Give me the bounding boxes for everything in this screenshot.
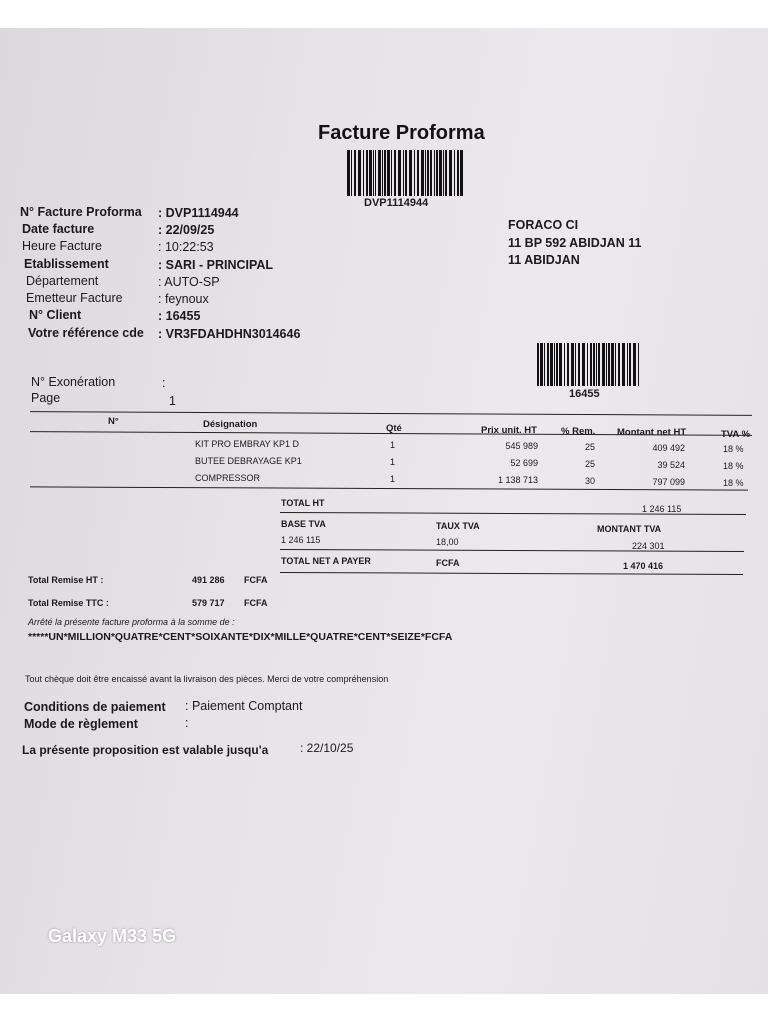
header-field-label: N° Facture Proforma <box>20 205 142 219</box>
header-field-label: Heure Facture <box>22 239 102 253</box>
client-name: FORACO CI <box>508 218 579 232</box>
barcode-bar <box>454 150 455 196</box>
header-field-value: : VR3FDAHDHN3014646 <box>158 327 301 341</box>
barcode-bar <box>571 343 574 386</box>
barcode-bar <box>358 150 361 196</box>
invoice-barcode <box>347 150 465 196</box>
barcode-bar <box>638 343 639 386</box>
barcode-bar <box>398 150 401 196</box>
header-field-value: : 22/09/25 <box>158 223 215 237</box>
exoneration-label: N° Exonération <box>31 375 116 389</box>
cell-qte: 1 <box>390 474 396 484</box>
barcode-bar <box>587 343 588 386</box>
cell-remise: 30 <box>584 476 595 486</box>
col-header-montant: Montant net HT <box>617 427 687 438</box>
arrete-text: Arrêté la présente facture proforma à la somme de : <box>28 617 235 627</box>
barcode-bar <box>457 150 459 196</box>
client-address-line1: 11 BP 592 ABIDJAN 11 <box>508 236 642 250</box>
barcode-bar <box>436 150 438 196</box>
barcode-bar <box>559 343 562 386</box>
taux-tva-value: 18,00 <box>436 537 459 547</box>
cell-designation: KIT PRO EMBRAY KP1 D <box>195 439 300 449</box>
barcode-bar <box>403 150 404 196</box>
header-field-label: Etablissement <box>24 257 109 271</box>
barcode-bar <box>540 343 543 386</box>
barcode-bar <box>373 150 374 196</box>
validity-value: : 22/10/25 <box>300 741 354 755</box>
barcode-bar <box>430 150 433 196</box>
barcode-bar <box>554 343 555 386</box>
cell-tva: 18 % <box>723 461 744 471</box>
cell-montant: 409 492 <box>652 443 685 453</box>
cell-montant: 39 524 <box>657 460 685 470</box>
barcode-bar <box>384 150 386 196</box>
barcode-bar <box>547 343 549 386</box>
remise-label: Total Remise HT : <box>28 575 104 585</box>
header-field-value: : AUTO-SP <box>158 275 220 289</box>
barcode-bar <box>556 343 558 386</box>
total-ht-value: 1 246 115 <box>642 504 682 514</box>
header-field-label: N° Client <box>29 308 82 322</box>
barcode-bar <box>417 150 419 196</box>
client-barcode <box>537 343 641 386</box>
barcode-bar <box>363 150 364 196</box>
remise-label: Total Remise TTC : <box>28 598 109 608</box>
barcode-bar <box>575 343 576 386</box>
barcode-bar <box>414 150 415 196</box>
conditions-label: Conditions de paiement <box>24 700 166 714</box>
barcode-bar <box>443 150 444 196</box>
barcode-bar <box>378 150 381 196</box>
barcode-bar <box>369 150 372 196</box>
header-field-value: : SARI - PRINCIPAL <box>158 258 274 272</box>
cell-designation: BUTEE DEBRAYAGE KP1 <box>195 456 302 466</box>
base-tva-value: 1 246 115 <box>281 535 321 545</box>
barcode-bar <box>382 150 383 196</box>
barcode-bar <box>578 343 580 386</box>
cell-tva: 18 % <box>723 478 744 488</box>
barcode-bar <box>421 150 424 196</box>
cell-qte: 1 <box>390 440 396 450</box>
barcode-bar <box>354 150 356 196</box>
client-barcode-number: 16455 <box>569 388 600 400</box>
montant-tva-label: MONTANT TVA <box>597 524 662 534</box>
barcode-bar <box>606 343 607 386</box>
remise-currency: FCFA <box>244 598 268 608</box>
barcode-bar <box>425 150 426 196</box>
barcode-bar <box>598 343 600 386</box>
header-field-label: Emetteur Facture <box>26 291 123 305</box>
remise-value: 491 286 <box>192 575 225 585</box>
mode-label: Mode de règlement <box>24 717 138 731</box>
col-header-qte: Qté <box>386 423 402 434</box>
barcode-bar <box>582 343 585 386</box>
barcode-bar <box>608 343 610 386</box>
barcode-bar <box>434 150 435 196</box>
cell-prix: 1 138 713 <box>497 475 538 485</box>
amount-in-words: *****UN*MILLION*QUATRE*CENT*SOIXANTE*DIX*MILLE*QUATRE*CENT*SEIZE*FCFA <box>28 631 453 643</box>
barcode-bar <box>611 343 614 386</box>
taux-tva-label: TAUX TVA <box>436 521 480 531</box>
header-field-label: Date facture <box>22 222 95 236</box>
barcode-bar <box>439 150 442 196</box>
page-number: 1 <box>169 394 176 408</box>
col-header-prix: Prix unit. HT <box>481 425 537 436</box>
cell-designation: COMPRESSOR <box>195 473 261 483</box>
barcode-bar <box>544 343 545 386</box>
validity-label: La présente proposition est valable jusqu'a <box>22 743 269 757</box>
net-value: 1 470 416 <box>623 561 664 571</box>
barcode-bar <box>550 343 553 386</box>
cell-montant: 797 099 <box>652 477 685 487</box>
barcode-bar <box>596 343 597 386</box>
barcode-bar <box>409 150 412 196</box>
barcode-bar <box>590 343 592 386</box>
base-tva-label: BASE TVA <box>281 519 326 529</box>
device-watermark: Galaxy M33 5G <box>48 926 177 946</box>
montant-tva-value: 224 301 <box>632 541 665 551</box>
cell-prix: 545 989 <box>505 441 538 451</box>
barcode-bar <box>602 343 605 386</box>
barcode-bar <box>460 150 463 196</box>
header-field-value: : DVP1114944 <box>158 206 239 220</box>
col-header-remise: % Rem. <box>561 426 596 437</box>
barcode-bar <box>633 343 636 386</box>
barcode-bar <box>615 343 616 386</box>
col-header-designation: Désignation <box>203 419 258 430</box>
client-address-line2: 11 ABIDJAN <box>508 253 580 267</box>
cell-prix: 52 699 <box>510 458 538 468</box>
exoneration-value: : <box>162 376 166 390</box>
header-field-value: : 10:22:53 <box>158 240 214 254</box>
barcode-bar <box>405 150 407 196</box>
barcode-bar <box>618 343 620 386</box>
barcode-bar <box>366 150 368 196</box>
header-field-value: : 16455 <box>158 309 201 323</box>
barcode-bar <box>564 343 565 386</box>
barcode-bar <box>347 150 350 196</box>
barcode-bar <box>537 343 539 386</box>
barcode-bar <box>375 150 377 196</box>
header-field-label: Votre référence cde <box>28 326 144 340</box>
barcode-bar <box>622 343 625 386</box>
barcode-bar <box>445 150 447 196</box>
barcode-bar <box>387 150 390 196</box>
page-label: Page <box>31 391 61 405</box>
net-label: TOTAL NET A PAYER <box>281 556 371 566</box>
invoice-barcode-number: DVP1114944 <box>364 197 429 209</box>
cell-remise: 25 <box>584 442 595 452</box>
conditions-value: : Paiement Comptant <box>185 699 303 713</box>
barcode-bar <box>593 343 596 386</box>
mode-value: : <box>185 716 189 730</box>
cell-qte: 1 <box>390 457 396 467</box>
remise-currency: FCFA <box>244 575 268 585</box>
barcode-bar <box>351 150 352 196</box>
header-field-value: : feynoux <box>158 292 209 306</box>
barcode-bar <box>394 150 396 196</box>
barcode-bar <box>629 343 631 386</box>
col-header-tva: TVA % <box>721 429 751 440</box>
barcode-bar <box>449 150 452 196</box>
barcode-bar <box>567 343 569 386</box>
cheque-note: Tout chèque doit être encaissé avant la livraison des pièces. Merci de votre compréhension <box>25 674 389 684</box>
barcode-bar <box>627 343 628 386</box>
total-ht-label: TOTAL HT <box>281 498 325 508</box>
col-header-num: N° <box>108 416 119 427</box>
cell-tva: 18 % <box>723 444 744 454</box>
barcode-bar <box>427 150 429 196</box>
header-field-label: Département <box>26 274 99 288</box>
barcode-bar <box>391 150 392 196</box>
net-currency: FCFA <box>436 558 460 568</box>
document-title: Facture Proforma <box>318 122 485 144</box>
cell-remise: 25 <box>584 459 595 469</box>
remise-value: 579 717 <box>192 598 225 608</box>
